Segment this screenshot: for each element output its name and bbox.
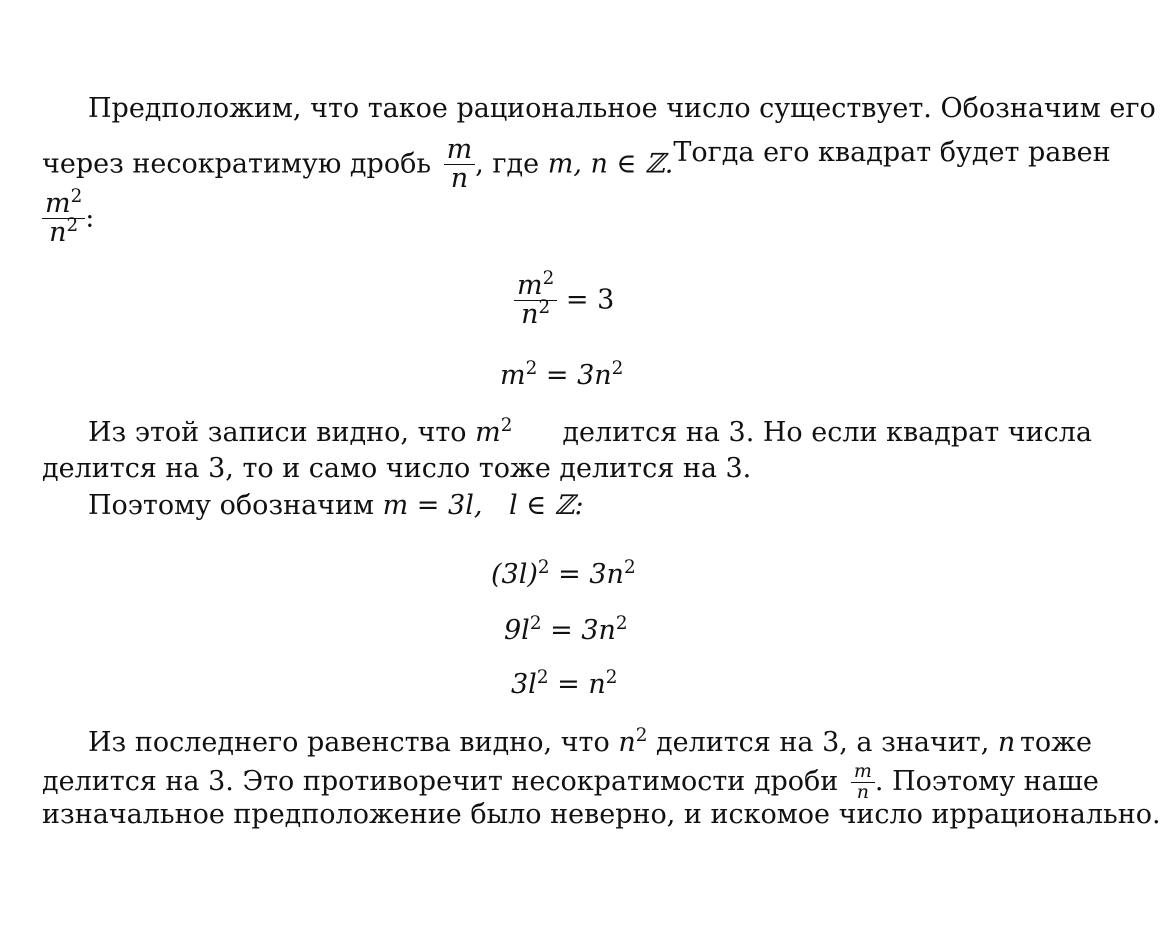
exp-2: 2 [529, 612, 542, 634]
fraction-m2-over-n2-display [514, 267, 557, 331]
exp-2: 2 [542, 267, 555, 289]
p2-line2 [42, 452, 751, 486]
equation-9l2-eq-3n2 [504, 611, 628, 651]
p1-line2-text-c: Тогда его квадрат будет равен [673, 137, 1111, 168]
p3-line2-text-a: делится на 3. Это противоречит несократимости дроби [42, 765, 839, 797]
exp-2: 2 [70, 185, 83, 207]
p3-line3-text: изначальное предположение было неверно, и искомое число иррационально. [42, 799, 1161, 830]
p3-line1-text-c: тоже [1019, 727, 1092, 758]
fraction-numerator: m [444, 136, 476, 165]
fraction-denominator [42, 215, 85, 249]
var-m: m [475, 417, 501, 448]
p2-line1-left [88, 416, 512, 450]
exp-2: 2 [536, 666, 549, 688]
var-n: n [521, 299, 539, 331]
p1-line2-left [42, 136, 673, 194]
var-n: n [997, 727, 1016, 758]
fraction-denominator: n [856, 780, 870, 803]
p3-line2-left [42, 762, 1099, 803]
equation-m2-over-n2-eq-3 [514, 267, 615, 331]
equation-rhs: = n [557, 669, 606, 700]
p1-line3 [42, 185, 95, 249]
p1-line2-text-a: через несократимую дробь [42, 148, 432, 180]
fraction-numerator [42, 185, 85, 219]
math-m-eq-3l: m = 3l, [382, 490, 483, 521]
equation-3l2-eq-3n2 [491, 555, 636, 595]
exp-2: 2 [623, 556, 636, 578]
equation-lhs: 9l [504, 615, 530, 646]
equation-rhs: = 3n [545, 360, 612, 391]
p2-line3-text: Поэтому обозначим [88, 490, 375, 521]
fraction-numerator: m [851, 762, 875, 783]
exp-2: 2 [605, 666, 618, 688]
exp-2: 2 [635, 724, 648, 746]
p1-line1 [88, 92, 1156, 126]
exp-2: 2 [615, 612, 628, 634]
p2-line1-text-b: делится на 3. Но если квадрат числа [562, 417, 1092, 448]
exp-2: 2 [537, 556, 550, 578]
math-m-n-in-z: m, n ∈ ℤ. [547, 148, 674, 180]
var-m: m [500, 360, 526, 391]
equation-3l2-eq-n2 [511, 665, 617, 705]
fraction-denominator [514, 297, 557, 331]
p2-line2-text: делится на 3, то и само число тоже делится на 3. [42, 453, 752, 484]
fraction-m-over-n-inline [851, 762, 875, 803]
equation-rhs: = 3n [550, 615, 616, 646]
p2-line1 [88, 416, 1092, 450]
var-n: n [618, 727, 636, 758]
equation-rhs: = 3 [565, 284, 615, 316]
equation-lhs: 3l [511, 669, 537, 700]
var-m: m [517, 270, 543, 301]
p3-line3 [42, 798, 1161, 832]
equation-m2-eq-3n2 [500, 356, 623, 396]
p3-line1-left [88, 726, 1015, 760]
fraction-numerator [514, 267, 557, 301]
exp-2: 2 [611, 357, 624, 379]
var-m: m [45, 188, 71, 219]
fraction-m2-over-n2 [42, 185, 85, 249]
p3-line1 [88, 726, 1092, 760]
p3-line1-text-a: Из последнего равенства видно, что [88, 727, 610, 758]
equation-rhs: = 3n [558, 559, 624, 590]
exp-2: 2 [525, 357, 538, 379]
fraction-m-over-n [444, 136, 476, 194]
fraction-denominator: n [450, 163, 469, 195]
equation-lhs: (3l) [491, 559, 538, 590]
exp-2: 2 [500, 414, 513, 436]
p2-line1-text-a: Из этой записи видно, что [88, 417, 467, 448]
exp-2: 2 [538, 297, 551, 319]
colon: : [85, 202, 95, 234]
p1-line2-text-b: , где [475, 148, 540, 180]
p2-line3 [88, 489, 584, 523]
p1-line2 [42, 134, 1111, 195]
math-l-in-z: l ∈ ℤ: [509, 490, 584, 521]
p1-line1-text: Предположим, что такое рациональное число существует. Обозначим его [88, 93, 1156, 124]
exp-2: 2 [66, 215, 79, 237]
p3-line2-text-b: . Поэтому наше [874, 765, 1099, 797]
p3-line2 [42, 760, 1099, 803]
p3-line1-text-b: делится на 3, а значит, [655, 727, 990, 758]
var-n: n [49, 217, 67, 249]
